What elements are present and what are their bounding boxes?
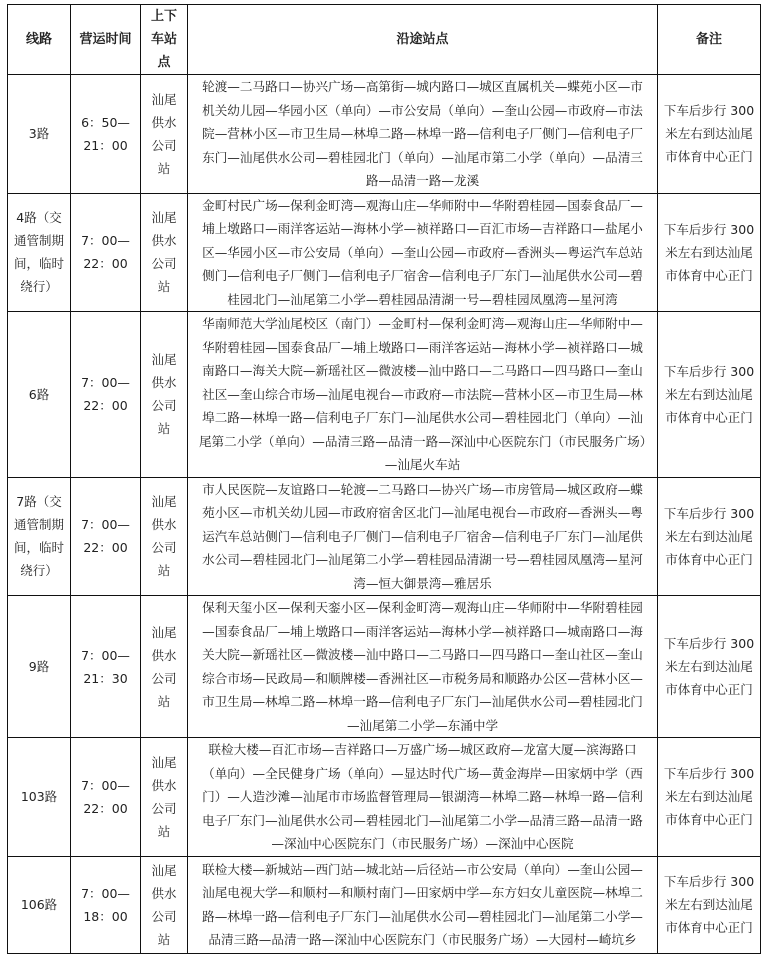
- route-cell: 103路: [8, 738, 71, 857]
- stop-cell: 汕尾供水公司站: [141, 312, 188, 478]
- header-route: 线路: [8, 5, 71, 75]
- table-row: [8, 312, 761, 478]
- header-row: [8, 5, 761, 75]
- route-cell: 3路: [8, 75, 71, 194]
- stops-cell: 联检大楼—百汇市场—吉祥路口—万盛广场—城区政府—龙富大厦—滨海路口（单向）—全民健身广场（单向）—显达时代广场—黄金海岸—田家炳中学（西门）—人造沙滩—汕尾市市场监督管理局—银湖湾—林埠二路—林埠一路—信利电子厂东门—汕尾供水公司—碧桂园北门—汕尾第二小学—品清三路—品清一路—深汕中心医院东门（市民服务广场）—深汕中心医院: [188, 738, 658, 857]
- hours-cell: 7：00—22：00: [71, 738, 141, 857]
- header-stops: 沿途站点: [188, 5, 658, 75]
- hours-cell: 7：00—22：00: [71, 312, 141, 478]
- hours-cell: 6：50—21：00: [71, 75, 141, 194]
- header-note: 备注: [658, 5, 761, 75]
- stop-cell: 汕尾供水公司站: [141, 193, 188, 312]
- stops-cell: 轮渡—二马路口—协兴广场—高第街—城内路口—城区直属机关—蝶苑小区—市机关幼儿园—华园小区（单向）—市公安局（单向）—奎山公园—市政府—市法院—营林小区—市卫生局—林埠二路—林埠一路—信利电子厂侧门—信利电子厂东门—汕尾供水公司—碧桂园北门（单向）—汕尾市第二小学（单向）—品清三路—品清一路—龙溪: [188, 75, 658, 194]
- route-cell: 106路: [8, 856, 71, 953]
- stops-cell: 市人民医院—友谊路口—轮渡—二马路口—协兴广场—市房管局—城区政府—蝶苑小区—市机关幼儿园—市政府宿舍区北门—汕尾电视台—市政府—香洲头—粤运汽车总站侧门—信利电子厂侧门—信利电子厂宿舍—信利电子厂东门—汕尾供水公司—碧桂园北门—汕尾第二小学—碧桂园品清湖一号—碧桂园凤凰湾—星河湾—恒大御景湾—雅居乐: [188, 477, 658, 596]
- route-cell: 7路（交通管制期间，临时绕行）: [8, 477, 71, 596]
- header-stop: 上下车站点: [141, 5, 188, 75]
- route-cell: 9路: [8, 596, 71, 738]
- table-row: [8, 856, 761, 953]
- table-row: [8, 193, 761, 312]
- note-cell: 下车后步行 300米左右到达汕尾市体育中心正门: [658, 75, 761, 194]
- note-cell: 下车后步行 300米左右到达汕尾市体育中心正门: [658, 596, 761, 738]
- table-row: [8, 596, 761, 738]
- table-row: [8, 75, 761, 194]
- header-hours: 营运时间: [71, 5, 141, 75]
- stops-cell: 联检大楼—新城站—西门站—城北站—后径站—市公安局（单向）—奎山公园—汕尾电视大学—和顺村—和顺村南门—田家炳中学—东方妇女儿童医院—林埠二路—林埠一路—信利电子厂东门—汕尾供水公司—碧桂园北门—汕尾第二小学—品清三路—品清一路—深汕中心医院东门（市民服务广场）—大园村—崎坑乡: [188, 856, 658, 953]
- table-row: [8, 477, 761, 596]
- hours-cell: 7：00—22：00: [71, 193, 141, 312]
- note-cell: 下车后步行 300米左右到达汕尾市体育中心正门: [658, 193, 761, 312]
- note-cell: 下车后步行 300米左右到达汕尾市体育中心正门: [658, 856, 761, 953]
- route-cell: 6路: [8, 312, 71, 478]
- note-cell: 下车后步行 300米左右到达汕尾市体育中心正门: [658, 312, 761, 478]
- hours-cell: 7：00—22：00: [71, 477, 141, 596]
- hours-cell: 7：00—18：00: [71, 856, 141, 953]
- stop-cell: 汕尾供水公司站: [141, 738, 188, 857]
- stops-cell: 华南师范大学汕尾校区（南门）—金町村—保利金町湾—观海山庄—华师附中—华附碧桂园—国泰食品厂—埔上墩路口—雨洋客运站—海林小学—祯祥路口—城南路口—海关大院—新瑶社区—微波楼—汕中路口—二马路口—四马路口—奎山社区—奎山综合市场—汕尾电视台—市政府—市法院—营林小区—市卫生局—林埠二路—林埠一路—信利电子厂东门—汕尾供水公司—碧桂园北门（单向）—汕尾第二小学（单向）—品清三路—品清一路—深汕中心医院东门（市民服务广场）—汕尾火车站: [188, 312, 658, 478]
- stop-cell: 汕尾供水公司站: [141, 856, 188, 953]
- stops-cell: 保利天玺小区—保利天銮小区—保利金町湾—观海山庄—华师附中—华附碧桂园—国泰食品厂—埔上墩路口—雨洋客运站—海林小学—祯祥路口—城南路口—海关大院—新瑶社区—微波楼—汕中路口—二马路口—四马路口—奎山社区—奎山综合市场—民政局—和顺牌楼—香洲社区—市税务局和顺路办公区—营林小区—市卫生局—林埠二路—林埠一路—信利电子厂东门—汕尾供水公司—碧桂园北门—汕尾第二小学—东涌中学: [188, 596, 658, 738]
- stops-cell: 金町村民广场—保利金町湾—观海山庄—华师附中—华附碧桂园—国泰食品厂—埔上墩路口—雨洋客运站—海林小学—祯祥路口—百汇市场—吉祥路口—盐尾小区—华园小区—市公安局（单向）—奎山公园—市政府—香洲头—粤运汽车总站侧门—信利电子厂侧门—信利电子厂宿舍—信利电子厂东门—汕尾供水公司—碧桂园北门—汕尾第二小学—碧桂园品清湖一号—碧桂园凤凰湾—星河湾: [188, 193, 658, 312]
- hours-cell: 7：00—21：30: [71, 596, 141, 738]
- bus-routes-table: [7, 4, 761, 954]
- stop-cell: 汕尾供水公司站: [141, 477, 188, 596]
- route-cell: 4路（交通管制期间，临时绕行）: [8, 193, 71, 312]
- note-cell: 下车后步行 300米左右到达汕尾市体育中心正门: [658, 738, 761, 857]
- table-row: [8, 738, 761, 857]
- stop-cell: 汕尾供水公司站: [141, 596, 188, 738]
- stop-cell: 汕尾供水公司站: [141, 75, 188, 194]
- note-cell: 下车后步行 300米左右到达汕尾市体育中心正门: [658, 477, 761, 596]
